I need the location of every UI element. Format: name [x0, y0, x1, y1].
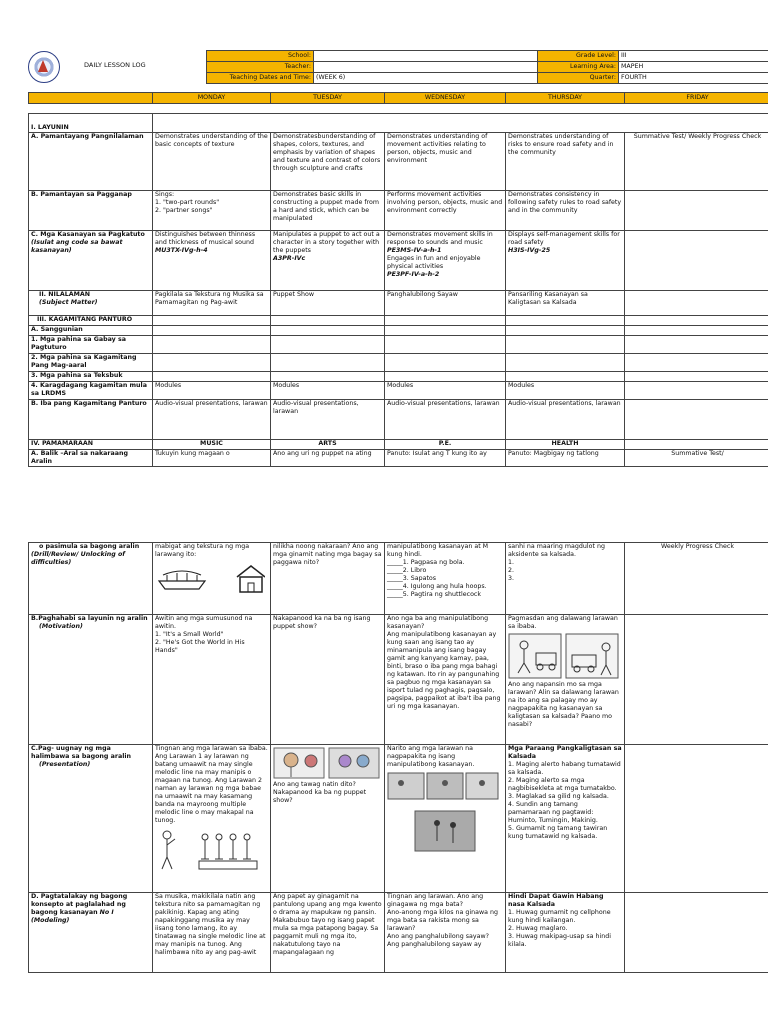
dates-value: (WEEK 6) — [314, 73, 538, 84]
days-bar-blank — [29, 93, 153, 104]
pag-uugnay-thursday — [506, 745, 625, 893]
pamantayan-pagganap-label: B. Pamantayan sa Pagganap — [29, 191, 153, 231]
c-tuesday — [271, 231, 385, 291]
pagtalakay-thursday-title: Hindi Dapat Gawin Habang nasa Kalsada — [508, 893, 604, 908]
pagtalakay-thursday-list: 1. Huwag gumamit ng cellphone kung hindi kailangan. 2. Huwag maglaro. 3. Huwag makipag-usap sa hindi kilala. — [508, 909, 612, 948]
page-title: DAILY LESSON LOG — [84, 61, 146, 69]
cell-blank — [385, 336, 506, 354]
lrdms-monday: Modules — [153, 382, 271, 400]
lrdms-thursday: Modules — [506, 382, 625, 400]
area-label: Learning Area: — [538, 62, 619, 73]
gabay-label: 1. Mga pahina sa Gabay sa Pagtuturo — [29, 336, 153, 354]
school-value — [314, 51, 538, 62]
cell-blank — [271, 316, 385, 326]
cell-blank — [506, 316, 625, 326]
quarter-label: Quarter: — [538, 73, 619, 84]
cell-blank — [625, 382, 768, 400]
pag-uugnay-tuesday — [271, 745, 385, 893]
paghahabi-tuesday: Nakapanood ka na ba ng isang puppet show? — [271, 615, 385, 745]
cell-blank — [271, 326, 385, 336]
pasimula-note: (Drill/Review/ Unlocking of difficulties) — [31, 551, 126, 566]
paghahabi-wednesday: Ano nga ba ang manipulatibong kasanayan? Ang manipulatibong kasanayan ay kung saan ang isang tao ay minamanipula ang isang bagay gamit ang kanyang kamay, paa, binti, braso o iba pang mga bahagi ng katawan. Ito rin ay pangunahing sa pagbuo ng mga kasanayan sa isport tulad ng paghagis, pagsalo, pagsipa, pagpaikot at iba't iba pang uri ng mga kasanayan. — [385, 615, 506, 745]
road-safety-images — [508, 633, 620, 679]
pagtalakay-monday: Sa musika, makikilala natin ang tekstura nito sa pamamagitan ng pakikinig. Kapag ang ating napakinggang musika ay may iisang tono lamang, ito ay tinatawag na single melodic line at may manipis na tunog. Ang halimbawa nito ay ang pag-awit — [153, 893, 271, 973]
c-thursday-text: Displays self-management skills for road safety — [508, 231, 620, 246]
kagamitan-heading: III. KAGAMITANG PANTURO — [29, 316, 153, 326]
lesson-table-top — [28, 113, 768, 467]
cell-blank — [625, 372, 768, 382]
grade-value: III — [619, 51, 768, 62]
c-friday — [625, 231, 768, 291]
nilalaman-label-cell — [29, 291, 153, 316]
balik-tuesday: Ano ang uri ng puppet na ating — [271, 450, 385, 467]
pag-uugnay-tuesday-text: Ano ang tawag natin dito? Nakapanood ka ba ng puppet show? — [273, 781, 367, 804]
subject-music: MUSIC — [153, 440, 271, 450]
b-wednesday: Performs movement activities involving person, objects, music and environment correctly — [385, 191, 506, 231]
c-thursday-code: H3IS-IVg-25 — [508, 247, 551, 254]
pasimula-monday — [153, 543, 271, 615]
pagtalakay-label-cell — [29, 893, 153, 973]
kagamitang-mag-aaral-label: 2. Mga pahina sa Kagamitang Pang Mag-aaral — [29, 354, 153, 372]
a-monday: Demonstrates understanding of the basic concepts of texture — [153, 133, 271, 191]
kasanayan-label: C. Mga Kasanayan sa Pagkatuto — [31, 231, 145, 238]
pasimula-label: o pasimula sa bagong aralin — [39, 543, 140, 550]
cell-blank — [625, 354, 768, 372]
cell-blank — [153, 372, 271, 382]
pagtalakay-thursday — [506, 893, 625, 973]
c-wednesday-text: Demonstrates movement skills in response to sounds and music — [387, 231, 493, 246]
cell-blank — [271, 336, 385, 354]
nilalaman-friday — [625, 291, 768, 316]
pag-uugnay-thursday-list: 1. Maging alerto habang tumatawid sa kalsada. 2. Maging alerto sa mga nagbibisekleta at mga tumatakbo. 3. Maglakad sa gilid ng kalsada. 4. Sundin ang tamang pamamaraan ng pagtawid: Huminto, Tumingin, Makinig. 5. Gumamit ng tamang tawiran kung tumatawid ng kalsada. — [508, 761, 621, 840]
cell-blank — [385, 326, 506, 336]
paghahabi-thursday — [506, 615, 625, 745]
cell-blank — [506, 354, 625, 372]
iba-monday: Audio-visual presentations, larawan — [153, 400, 271, 440]
paghahabi-monday: Awitin ang mga sumusunod na awitin. 1. "It's a Small World" 2. "He's Got the World in His Hands" — [153, 615, 271, 745]
a-thursday: Demonstrates understanding of risks to ensure road safety and in the community — [506, 133, 625, 191]
nilalaman-tuesday: Puppet Show — [271, 291, 385, 316]
a-friday: Summative Test/ Weekly Progress Check — [625, 133, 768, 191]
nilalaman-thursday: Pansariling Kasanayan sa Kaligtasan sa Kalsada — [506, 291, 625, 316]
iba-tuesday: Audio-visual presentations, larawan — [271, 400, 385, 440]
pag-uugnay-monday — [153, 745, 271, 893]
nilalaman-monday: Pagkilala sa Tekstura ng Musika sa Pamamagitan ng Pag-awit — [153, 291, 271, 316]
days-bar — [28, 92, 768, 104]
c-wednesday-code: PE3MS-IV-a-h-1 — [387, 247, 442, 254]
school-seal-icon — [28, 51, 60, 83]
a-tuesday: Demonstratesbunderstanding of shapes, colors, textures, and emphasis by variation of shapes and texture and contrast of colors through sculpture and crafts — [271, 133, 385, 191]
pamamaraan-heading: IV. PAMAMARAAN — [29, 440, 153, 450]
day-monday: MONDAY — [153, 93, 271, 104]
subject-pe: P.E. — [385, 440, 506, 450]
cell-blank — [625, 400, 768, 440]
header-info-table — [206, 50, 768, 84]
cell-blank — [271, 372, 385, 382]
pagtalakay-label: D. Pagtatalakay ng bagong konsepto at paglalahad ng bagong kasanayan — [31, 893, 128, 916]
teksbuk-label: 3. Mga pahina sa Teksbuk — [29, 372, 153, 382]
pagtalakay-wednesday: Tingnan ang larawan. Ano ang ginagawa ng mga bata? Ano-anong mga kilos na ginawa ng mga bata sa rakista mong sa larawan? Ano ang panghalubilong sayaw? Ang panghalubilong sayaw ay — [385, 893, 506, 973]
cell-blank — [506, 372, 625, 382]
lesson-table-bottom — [28, 542, 768, 973]
c-monday-text: Distinguishes between thinness and thickness of musical sound — [155, 231, 256, 246]
pagtalakay-note-a: No I — [99, 909, 114, 916]
paghahabi-label: B.Paghahabi sa layunin ng aralin — [31, 615, 148, 622]
pasimula-friday: Weekly Progress Check — [625, 543, 768, 615]
day-friday: FRIDAY — [625, 93, 768, 104]
pag-uugnay-wednesday-text: Narito ang mga larawan na nagpapakita ng isang manipulatibong kasanayan. — [387, 745, 475, 768]
c-wednesday-extra: Engages in fun and enjoyable physical activities — [387, 255, 481, 270]
pasimula-wednesday: manipulatibong kasanayan at M kung hindi. _____1. Pagpasa ng bola. _____2. Libro _____3. Sapatos _____4. Igulong ang hula hoops. _____5. Pagtira ng shuttlecock — [385, 543, 506, 615]
balik-thursday: Panuto: Magbigay ng tatlong — [506, 450, 625, 467]
cell-blank — [385, 354, 506, 372]
cell-blank — [153, 336, 271, 354]
pagtalakay-note-b: (Modeling) — [31, 917, 70, 924]
sanggunian-label: A. Sanggunian — [29, 326, 153, 336]
c-thursday — [506, 231, 625, 291]
nilalaman-wednesday: Panghalubilong Sayaw — [385, 291, 506, 316]
cell-blank — [271, 354, 385, 372]
cell-blank — [153, 326, 271, 336]
subject-health: HEALTH — [506, 440, 625, 450]
c-wednesday — [385, 231, 506, 291]
paghahabi-thursday-question: Ano ang napansin mo sa mga larawan? Alin sa dalawang larawan na ito ang sa palagay mo ay nagpapakita ng kasanayan sa kaligtasan sa kalsada? Paano mo nasabi? — [508, 681, 619, 728]
pagtalakay-friday — [625, 893, 768, 973]
c-monday-code: MU3TX-IVg-h-4 — [155, 247, 208, 254]
pag-uugnay-label: C.Pag- uugnay ng mga halimbawa sa bagong aralin — [31, 745, 131, 760]
pag-uugnay-friday — [625, 745, 768, 893]
lrdms-tuesday: Modules — [271, 382, 385, 400]
pasimula-label-cell — [29, 543, 153, 615]
cell-blank — [385, 372, 506, 382]
b-friday — [625, 191, 768, 231]
balik-monday: Tukuyin kung magaan o — [153, 450, 271, 467]
lrdms-label: 4. Karagdagang kagamitan mula sa LRDMS — [29, 382, 153, 400]
b-tuesday: Demonstrates basic skills in constructing a puppet made from a hard and stick, which can be manipulated — [271, 191, 385, 231]
balik-friday: Summative Test/ — [625, 450, 768, 467]
cell-blank — [153, 316, 271, 326]
pag-uugnay-monday-text: Tingnan ang mga larawan sa ibaba. Ang Larawan 1 ay larawan ng batang umaawit na may single melodic line na may manipis o magaan na tunog. Ang Larawan 2 naman ay larawan ng mga babae na umaawit na may kasamang banda na mayroong multiple melodic line o may makapal na tunog. — [155, 745, 268, 824]
c-tuesday-text: Manipulates a puppet to act out a character in a story together with the puppets — [273, 231, 380, 254]
b-thursday: Demonstrates consistency in following safety rules to road safety and in the community — [506, 191, 625, 231]
pag-uugnay-thursday-title: Mga Paraang Pangkaligtasan sa Kalsada — [508, 745, 622, 760]
puppet-images — [273, 747, 381, 779]
teacher-label: Teacher: — [207, 62, 314, 73]
pagtalakay-tuesday: Ang papet ay ginagamit na pantulong upang ang mga kwento o drama ay mapukaw ng pansin. Makabubuo tayo ng isang papet mula sa mga patapong bagay. Sa paggamit muli ng mga ito, nakatutulong tayo na mapangalagaan ng — [271, 893, 385, 973]
cell-blank — [385, 316, 506, 326]
cell-blank — [625, 316, 768, 326]
c-tuesday-code: A3PR-IVc — [273, 255, 306, 262]
quarter-value: FOURTH — [619, 73, 768, 84]
balik-wednesday: Panuto: Isulat ang T kung ito ay — [385, 450, 506, 467]
paghahabi-friday — [625, 615, 768, 745]
b-monday: Sings: 1. "two-part rounds" 2. "partner songs" — [153, 191, 271, 231]
nilalaman-label: II. NILALAMAN — [39, 291, 91, 298]
grade-label: Grade Level: — [538, 51, 619, 62]
dates-label: Teaching Dates and Time: — [207, 73, 314, 84]
paghahabi-label-cell — [29, 615, 153, 745]
manipulative-skills-images — [387, 771, 499, 853]
pamantayang-pangnilalaman-label: A. Pamantayang Pangnilalaman — [29, 133, 153, 191]
pag-uugnay-label-cell — [29, 745, 153, 893]
balik-aral-label: A. Balik –Aral sa nakaraang Aralin — [29, 450, 153, 467]
pag-uugnay-wednesday — [385, 745, 506, 893]
iba-label: B. Iba pang Kagamitang Panturo — [29, 400, 153, 440]
layunin-heading: I. LAYUNIN — [29, 114, 153, 133]
kasanayan-label-cell — [29, 231, 153, 291]
pasimula-thursday: sanhi na maaring magdulot ng aksidente sa kalsada. 1. 2. 3. — [506, 543, 625, 615]
area-value: MAPEH — [619, 62, 768, 73]
singers-images — [155, 827, 265, 871]
paghahabi-thursday-text: Pagmasdan ang dalawang larawan sa ibaba. — [508, 615, 618, 630]
iba-thursday: Audio-visual presentations, larawan — [506, 400, 625, 440]
cell-blank — [153, 354, 271, 372]
subject-arts: ARTS — [271, 440, 385, 450]
pasimula-tuesday: nilikha noong nakaraan? Ano ang mga ginamit nating mga bagay sa paggawa nito? — [271, 543, 385, 615]
cell-blank — [506, 336, 625, 354]
pag-uugnay-note: (Presentation) — [39, 761, 91, 768]
c-monday — [153, 231, 271, 291]
c-wednesday-code2: PE3PF-IV-a-h-2 — [387, 271, 440, 278]
day-thursday: THURSDAY — [506, 93, 625, 104]
pasimula-monday-text: mabigat ang tekstura ng mga larawang ito: — [155, 543, 250, 558]
kasanayan-note: (Isulat ang code sa bawat kasanayan) — [31, 239, 123, 254]
paghahabi-note: (Motivation) — [39, 623, 83, 630]
layunin-blank — [153, 114, 768, 133]
cell-blank — [506, 326, 625, 336]
school-label: School: — [207, 51, 314, 62]
cell-blank — [625, 326, 768, 336]
lrdms-wednesday: Modules — [385, 382, 506, 400]
cell-blank — [625, 336, 768, 354]
teacher-value — [314, 62, 538, 73]
a-wednesday: Demonstrates understanding of movement activities relating to person, objects, music and environment — [385, 133, 506, 191]
boat-and-house-image — [155, 561, 265, 595]
iba-wednesday: Audio-visual presentations, larawan — [385, 400, 506, 440]
day-tuesday: TUESDAY — [271, 93, 385, 104]
cell-blank — [625, 440, 768, 450]
nilalaman-note: (Subject Matter) — [39, 299, 98, 306]
day-wednesday: WEDNESDAY — [385, 93, 506, 104]
